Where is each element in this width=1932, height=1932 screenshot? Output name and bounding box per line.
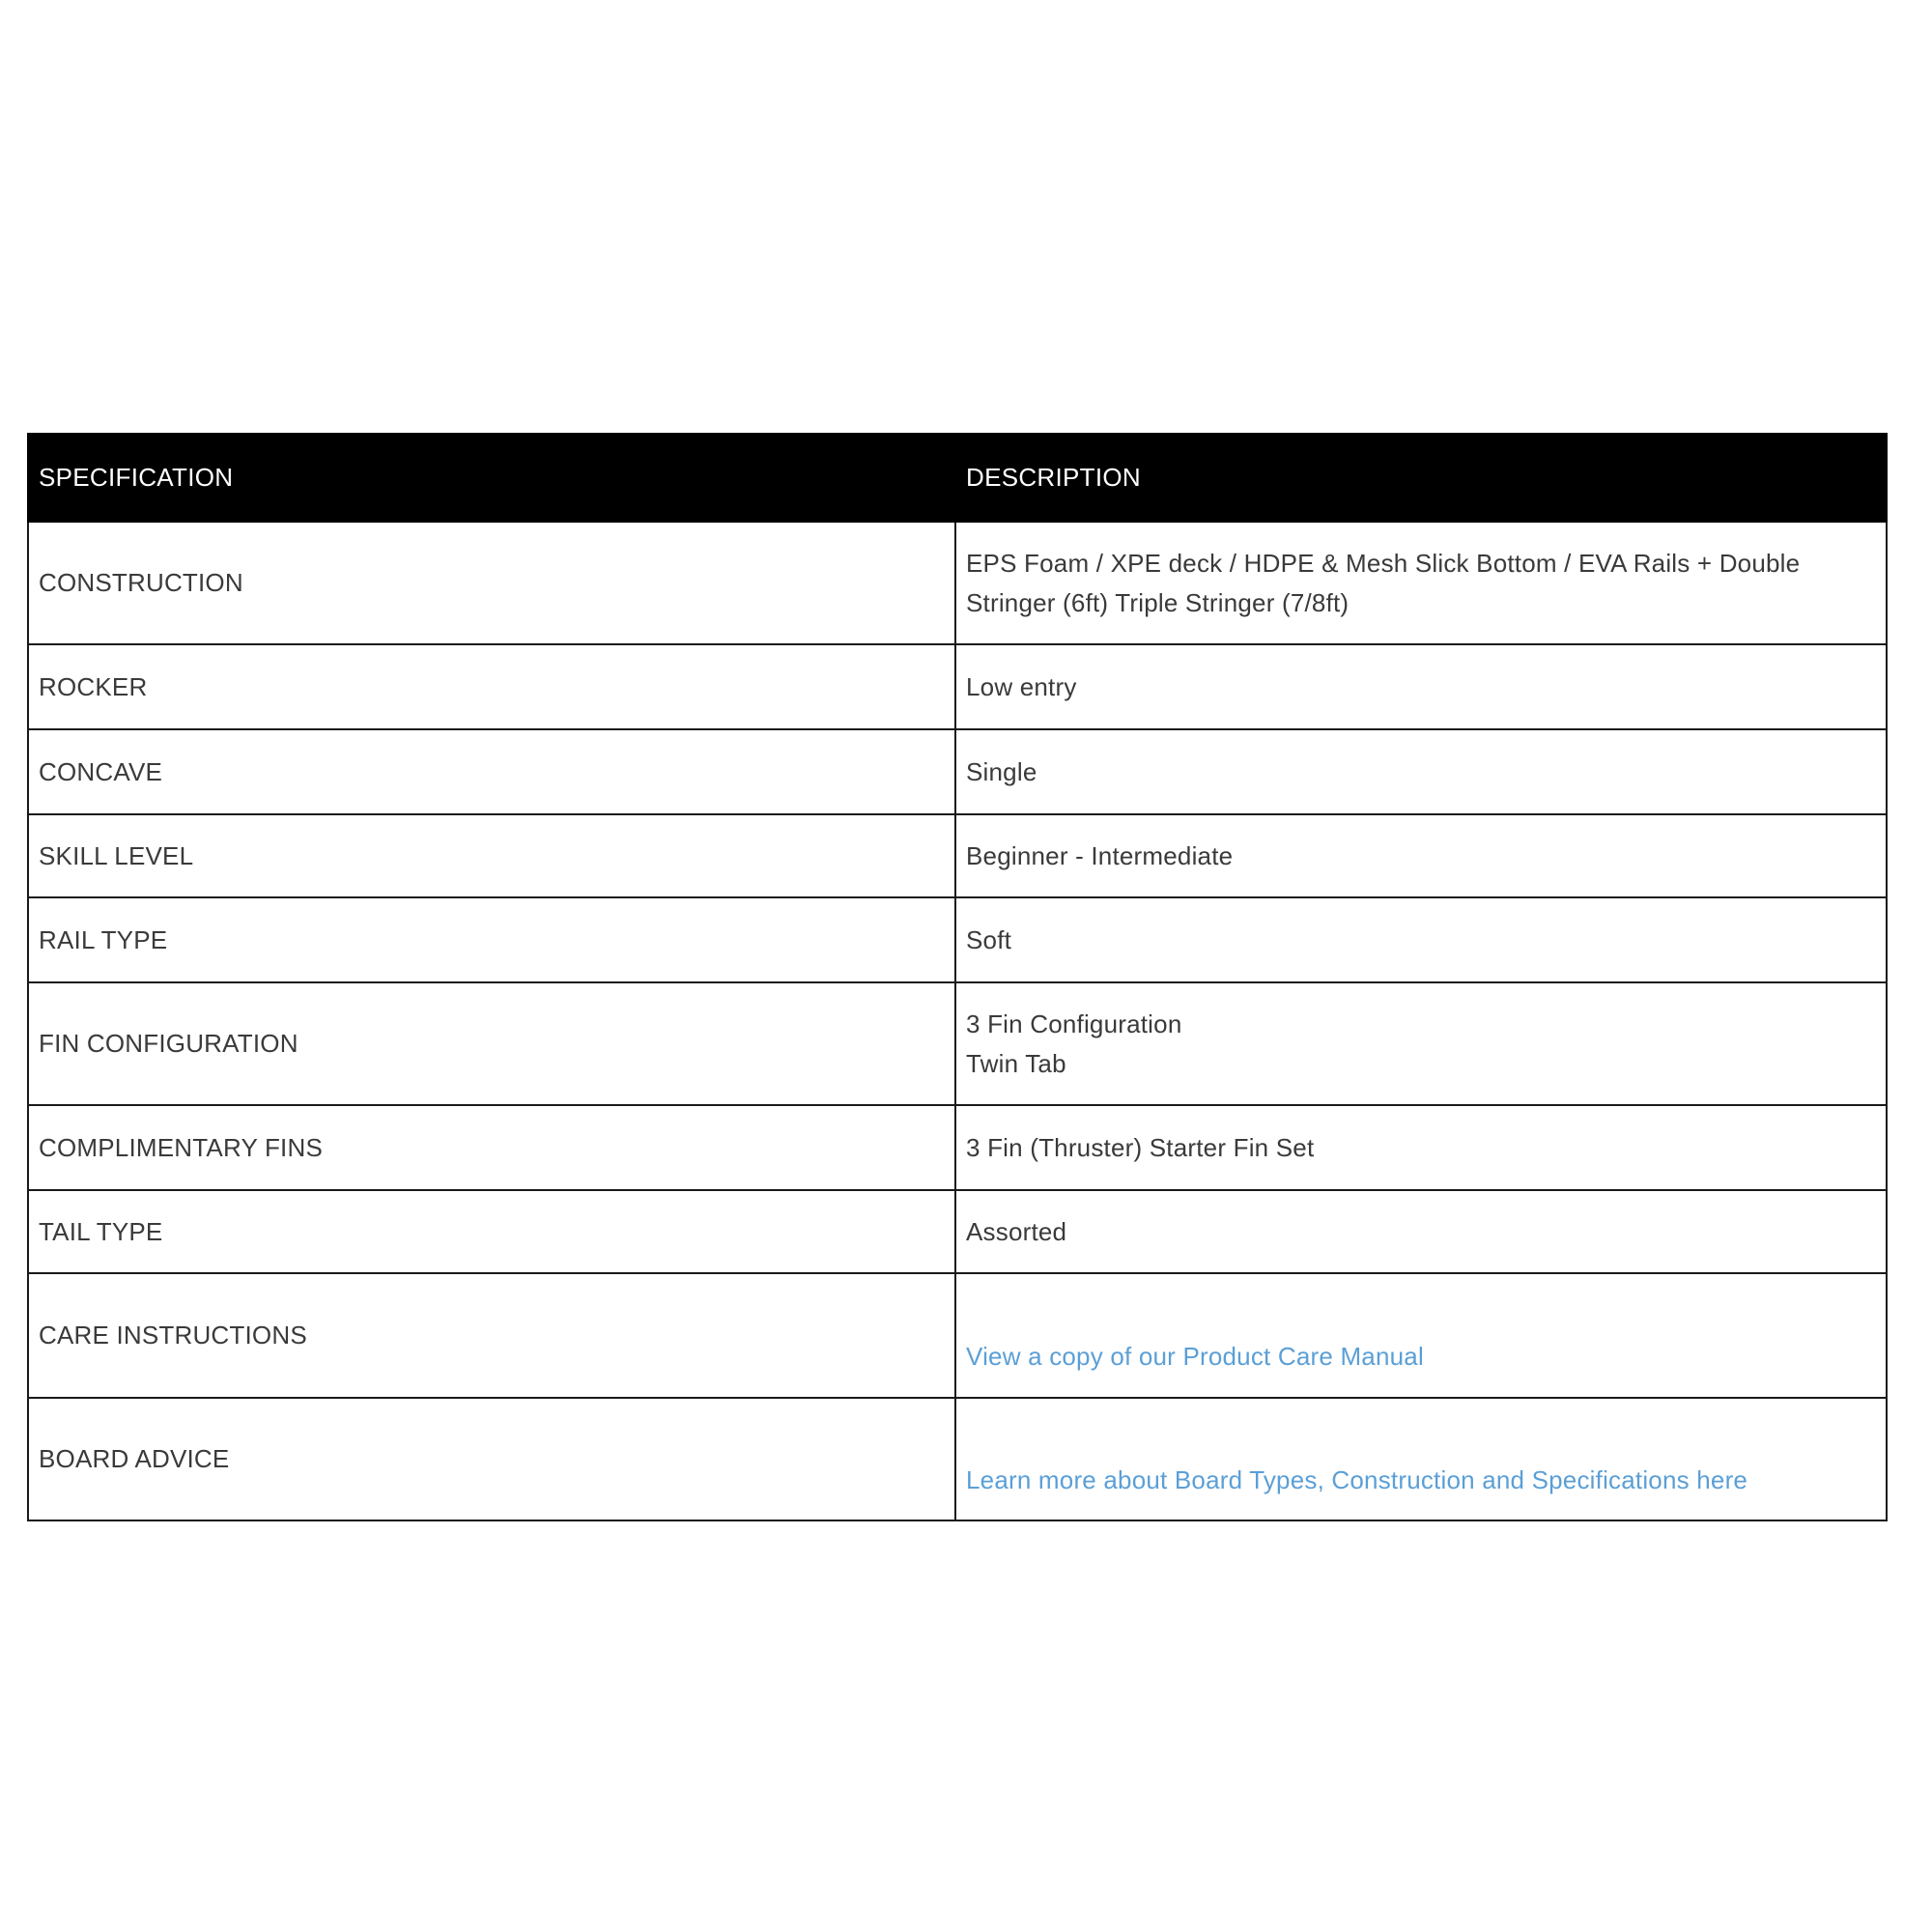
desc-board-advice [955, 1398, 1887, 1520]
table-row-care-instructions [28, 1273, 1887, 1398]
header-specification: SPECIFICATION [28, 434, 955, 522]
desc-construction-line-1: EPS Foam / XPE deck / HDPE & Mesh Slick Bottom / EVA Rails + Double [966, 548, 1801, 578]
table-row-rocker [28, 644, 1887, 729]
spec-tail-type: TAIL TYPE [28, 1190, 955, 1273]
desc-fin-configuration-line-2: Twin Tab [966, 1048, 1066, 1078]
header-description: DESCRIPTION [955, 434, 1887, 522]
desc-tail-type: Assorted [955, 1190, 1887, 1273]
spec-skill-level: SKILL LEVEL [28, 814, 955, 897]
desc-rocker: Low entry [955, 644, 1887, 729]
table-header-row [28, 434, 1887, 522]
desc-fin-configuration [955, 982, 1887, 1105]
spec-rail-type: RAIL TYPE [28, 897, 955, 982]
desc-rail-type: Soft [955, 897, 1887, 982]
table-row-board-advice [28, 1398, 1887, 1520]
spec-concave: CONCAVE [28, 729, 955, 814]
product-care-manual-link[interactable]: View a copy of our Product Care Manual [966, 1342, 1424, 1371]
desc-construction [955, 522, 1887, 644]
spec-care-instructions: CARE INSTRUCTIONS [28, 1273, 955, 1398]
table-row-tail-type [28, 1190, 1887, 1273]
specification-table [27, 433, 1888, 1521]
spec-construction: CONSTRUCTION [28, 522, 955, 644]
table-row-complimentary-fins [28, 1105, 1887, 1190]
spec-board-advice: BOARD ADVICE [28, 1398, 955, 1520]
spec-complimentary-fins: COMPLIMENTARY FINS [28, 1105, 955, 1190]
desc-fin-configuration-line-1: 3 Fin Configuration [966, 1009, 1182, 1038]
table-row-fin-configuration [28, 982, 1887, 1105]
desc-care-instructions [955, 1273, 1887, 1398]
table-row-rail-type [28, 897, 1887, 982]
table-row-concave [28, 729, 1887, 814]
desc-concave: Single [955, 729, 1887, 814]
desc-construction-line-2: Stringer (6ft) Triple Stringer (7/8ft) [966, 587, 1350, 617]
board-advice-link[interactable]: Learn more about Board Types, Construction and Specifications here [966, 1465, 1748, 1494]
table-row-skill-level [28, 814, 1887, 897]
spec-rocker: ROCKER [28, 644, 955, 729]
desc-skill-level: Beginner - Intermediate [955, 814, 1887, 897]
desc-complimentary-fins: 3 Fin (Thruster) Starter Fin Set [955, 1105, 1887, 1190]
table-row-construction [28, 522, 1887, 644]
spec-fin-configuration: FIN CONFIGURATION [28, 982, 955, 1105]
